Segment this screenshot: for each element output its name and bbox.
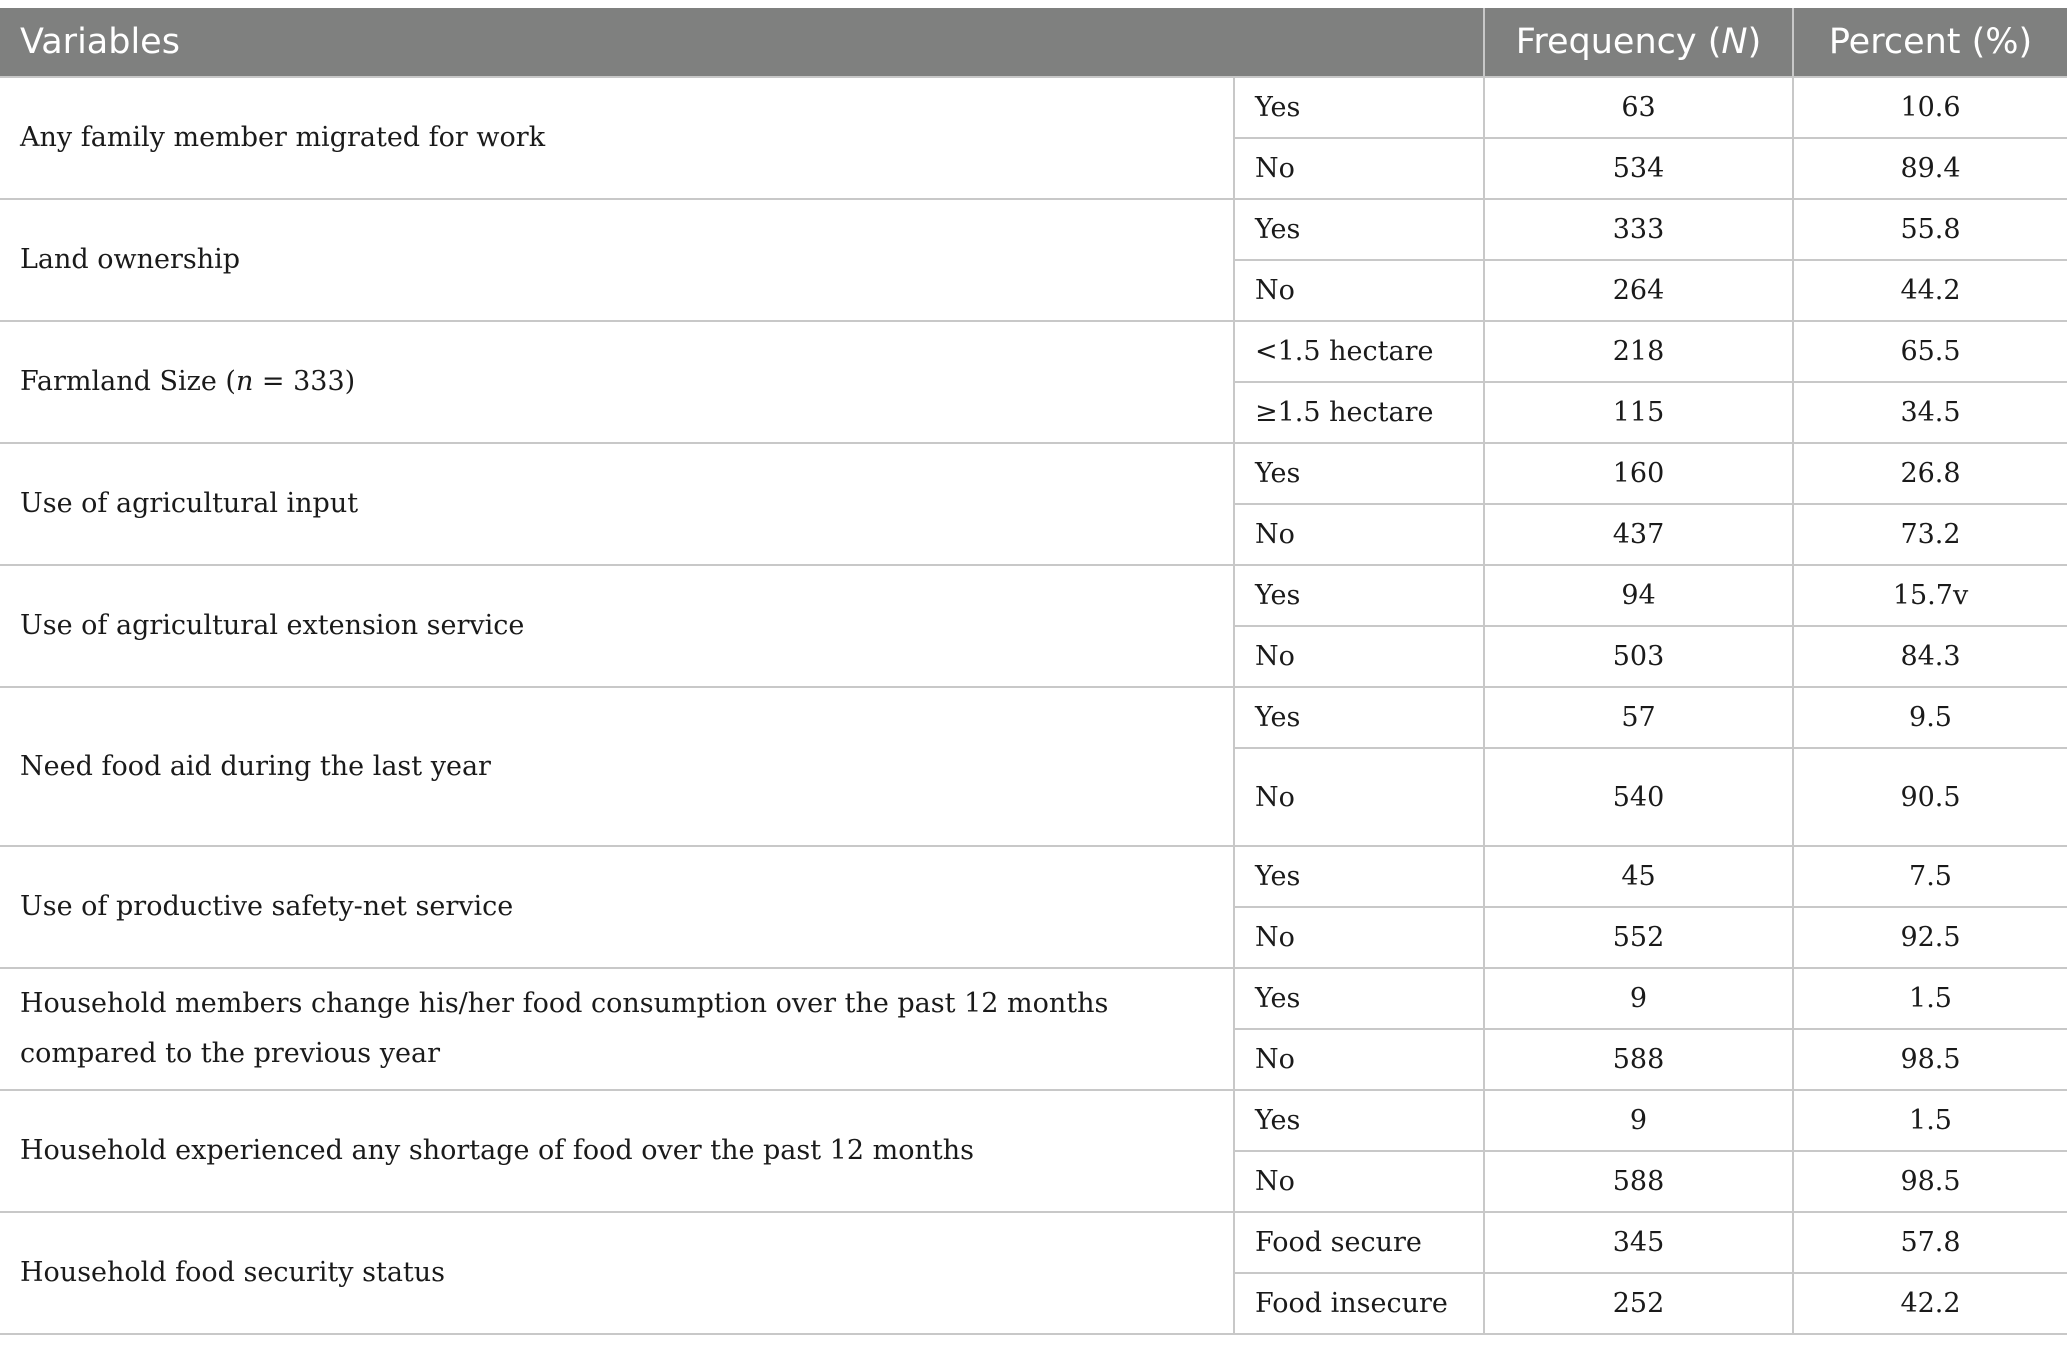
percent-cell: 1.5 [1793,1090,2067,1151]
table-row [0,1090,2067,1151]
frequency-cell: 534 [1484,138,1793,199]
option-cell: ≥1.5 hectare [1234,382,1484,443]
option-cell: No [1234,504,1484,565]
table-row [0,846,2067,907]
percent-cell: 34.5 [1793,382,2067,443]
option-cell: Food insecure [1234,1273,1484,1334]
variable-cell [0,321,1234,443]
frequency-cell: 63 [1484,77,1793,138]
header-variables: Variables [0,8,1484,77]
frequency-cell: 345 [1484,1212,1793,1273]
percent-cell: 65.5 [1793,321,2067,382]
variable-cell: Household food security status [0,1212,1234,1334]
frequency-cell: 588 [1484,1029,1793,1090]
option-cell: Yes [1234,968,1484,1029]
option-cell: Yes [1234,1090,1484,1151]
table-row [0,199,2067,260]
percent-cell: 90.5 [1793,748,2067,846]
table-row [0,968,2067,1029]
frequency-cell: 94 [1484,565,1793,626]
percent-cell: 73.2 [1793,504,2067,565]
percent-cell: 1.5 [1793,968,2067,1029]
header-frequency [1484,8,1793,77]
option-cell: No [1234,260,1484,321]
frequency-cell: 503 [1484,626,1793,687]
frequency-cell: 57 [1484,687,1793,748]
variable-cell: Need food aid during the last year [0,687,1234,846]
table-row [0,77,2067,138]
percent-cell: 98.5 [1793,1151,2067,1212]
table-row [0,1212,2067,1273]
frequency-cell: 333 [1484,199,1793,260]
variable-cell: Use of productive safety-net service [0,846,1234,968]
header-percent: Percent (%) [1793,8,2067,77]
option-cell: No [1234,1151,1484,1212]
percent-cell: 55.8 [1793,199,2067,260]
frequency-cell: 552 [1484,907,1793,968]
frequency-cell: 9 [1484,968,1793,1029]
option-cell: <1.5 hectare [1234,321,1484,382]
percent-cell: 84.3 [1793,626,2067,687]
table-row [0,565,2067,626]
header-frequency-prefix: Frequency ( [1515,22,1722,62]
percent-cell: 15.7v [1793,565,2067,626]
percent-cell: 89.4 [1793,138,2067,199]
option-cell: No [1234,907,1484,968]
option-cell: No [1234,1029,1484,1090]
data-table [0,8,2067,1335]
frequency-cell: 588 [1484,1151,1793,1212]
percent-cell: 7.5 [1793,846,2067,907]
frequency-cell: 218 [1484,321,1793,382]
frequency-cell: 9 [1484,1090,1793,1151]
frequency-cell: 437 [1484,504,1793,565]
option-cell: No [1234,138,1484,199]
table-header [0,8,2067,77]
variable-suffix: = 333) [253,366,356,397]
option-cell: No [1234,626,1484,687]
table-row [0,443,2067,504]
percent-cell: 92.5 [1793,907,2067,968]
percent-cell: 57.8 [1793,1212,2067,1273]
table-body [0,77,2067,1334]
percent-cell: 42.2 [1793,1273,2067,1334]
variable-cell: Land ownership [0,199,1234,321]
variable-cell: Any family member migrated for work [0,77,1234,199]
header-row [0,8,2067,77]
header-frequency-n: N [1721,22,1748,62]
variable-italic-n: n [235,366,254,397]
frequency-cell: 45 [1484,846,1793,907]
option-cell: Yes [1234,443,1484,504]
variable-cell: Use of agricultural input [0,443,1234,565]
option-cell: Yes [1234,77,1484,138]
frequency-cell: 540 [1484,748,1793,846]
option-cell: Yes [1234,565,1484,626]
option-cell: No [1234,748,1484,846]
option-cell: Food secure [1234,1212,1484,1273]
variable-prefix: Farmland Size ( [20,366,236,397]
header-frequency-suffix: ) [1747,22,1762,62]
variable-cell: Household members change his/her food consumption over the past 12 months compared to the previous year [0,968,1234,1090]
option-cell: Yes [1234,687,1484,748]
option-cell: Yes [1234,199,1484,260]
table-row [0,321,2067,382]
frequency-cell: 160 [1484,443,1793,504]
option-cell: Yes [1234,846,1484,907]
variable-cell: Household experienced any shortage of food over the past 12 months [0,1090,1234,1212]
percent-cell: 26.8 [1793,443,2067,504]
percent-cell: 9.5 [1793,687,2067,748]
percent-cell: 44.2 [1793,260,2067,321]
frequency-cell: 252 [1484,1273,1793,1334]
variable-cell: Use of agricultural extension service [0,565,1234,687]
frequency-cell: 264 [1484,260,1793,321]
percent-cell: 98.5 [1793,1029,2067,1090]
percent-cell: 10.6 [1793,77,2067,138]
table-row [0,687,2067,748]
frequency-cell: 115 [1484,382,1793,443]
